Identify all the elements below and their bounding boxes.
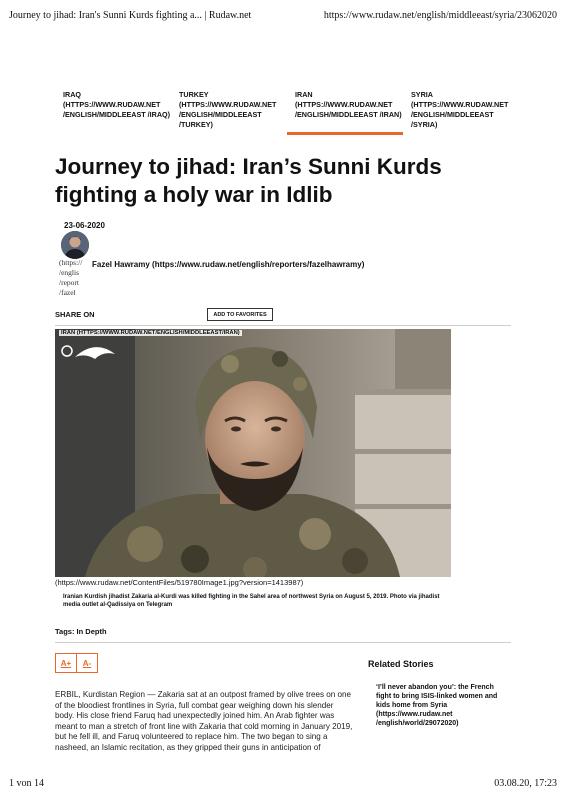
- print-page-number: 1 von 14: [9, 778, 44, 789]
- divider: [55, 642, 511, 643]
- add-to-favorites-button[interactable]: ADD TO FAVORITES: [207, 308, 273, 321]
- nav-item-label: TURKEY: [179, 90, 209, 99]
- region-nav: [55, 90, 520, 132]
- font-decrease-button[interactable]: A-: [76, 654, 97, 672]
- image-url[interactable]: (https://www.rudaw.net/ContentFiles/519780Image1.jpg?version=1413987): [55, 578, 304, 587]
- nav-item-url: (HTTPS://WWW.RUDAW.NET /ENGLISH/MIDDLEEAST /TURKEY): [179, 100, 277, 129]
- nav-item-url: (HTTPS://WWW.RUDAW.NET /ENGLISH/MIDDLEEAST /SYRIA): [411, 100, 509, 129]
- nav-item-iraq[interactable]: [55, 90, 171, 132]
- photo-caption: Iranian Kurdish jihadist Zakaria al-Kurdi was killed fighting in the Sahel area of northwest Syria on August 5, 2019. Photo via jihadist media outlet al-Qadissiya on Telegram: [63, 594, 440, 608]
- author-portrait-icon: [61, 231, 89, 259]
- nav-item-iran[interactable]: [287, 90, 403, 135]
- nav-item-label: IRAQ: [63, 90, 81, 99]
- nav-item-syria[interactable]: [403, 90, 519, 132]
- article-headline: Journey to jihad: Iran’s Sunni Kurds fighting a holy war in Idlib: [55, 154, 442, 207]
- font-increase-button[interactable]: A+: [60, 658, 72, 668]
- fighter-portrait-image: [55, 329, 451, 577]
- nav-item-url: (HTTPS://WWW.RUDAW.NET /ENGLISH/MIDDLEEAST /IRAN): [295, 100, 402, 119]
- nav-item-label: IRAN: [295, 90, 313, 99]
- article-tags[interactable]: Tags: In Depth: [55, 627, 107, 636]
- nav-item-label: SYRIA: [411, 90, 433, 99]
- nav-item-turkey[interactable]: [171, 90, 287, 132]
- article-photo: [55, 329, 451, 577]
- print-page-title: Journey to jihad: Iran's Sunni Kurds fighting a... | Rudaw.net: [9, 10, 252, 21]
- print-page-url: https://www.rudaw.net/english/middleeast/syria/23062020: [323, 10, 557, 21]
- author-avatar-alt-text: (https:// /englis /report /fazel: [59, 258, 83, 297]
- nav-item-url: (HTTPS://WWW.RUDAW.NET /ENGLISH/MIDDLEEAST /IRAQ): [63, 100, 171, 119]
- photo-category-tag[interactable]: IRAN (HTTPS://WWW.RUDAW.NET/ENGLISH/MIDDLEEAST/IRAN): [61, 330, 240, 336]
- author-link[interactable]: Fazel Hawramy (https://www.rudaw.net/english/reporters/fazelhawramy): [92, 260, 365, 269]
- related-story-link[interactable]: ‘I’ll never abandon you’: the French fight to bring ISIS-linked women and kids home from Syria (https://www.rudaw.net /english/world/29072020): [376, 684, 498, 727]
- font-size-controls: [55, 653, 98, 673]
- publish-date: 23-06-2020: [64, 221, 105, 230]
- related-stories-heading: Related Stories: [368, 659, 434, 669]
- print-datetime: 03.08.20, 17:23: [494, 778, 557, 789]
- article-body: ERBIL, Kurdistan Region — Zakaria sat at an outpost framed by olive trees on one of the bloodiest frontlines in Syria, full combat gear weighing down his slender body. His close friend Faruq had unexpectedly joined him. An Arab fighter was meant to man a stretch of front line with Zakaria that cold morning in January 2019, but he fell ill, and Faruq volunteered to replace him. The two began to sing a nasheed, an Islamic recitation, as they gripped their guns in anticipation of: [55, 690, 353, 752]
- share-on-label: SHARE ON: [55, 310, 95, 319]
- divider: [55, 325, 511, 326]
- author-avatar[interactable]: [61, 231, 89, 259]
